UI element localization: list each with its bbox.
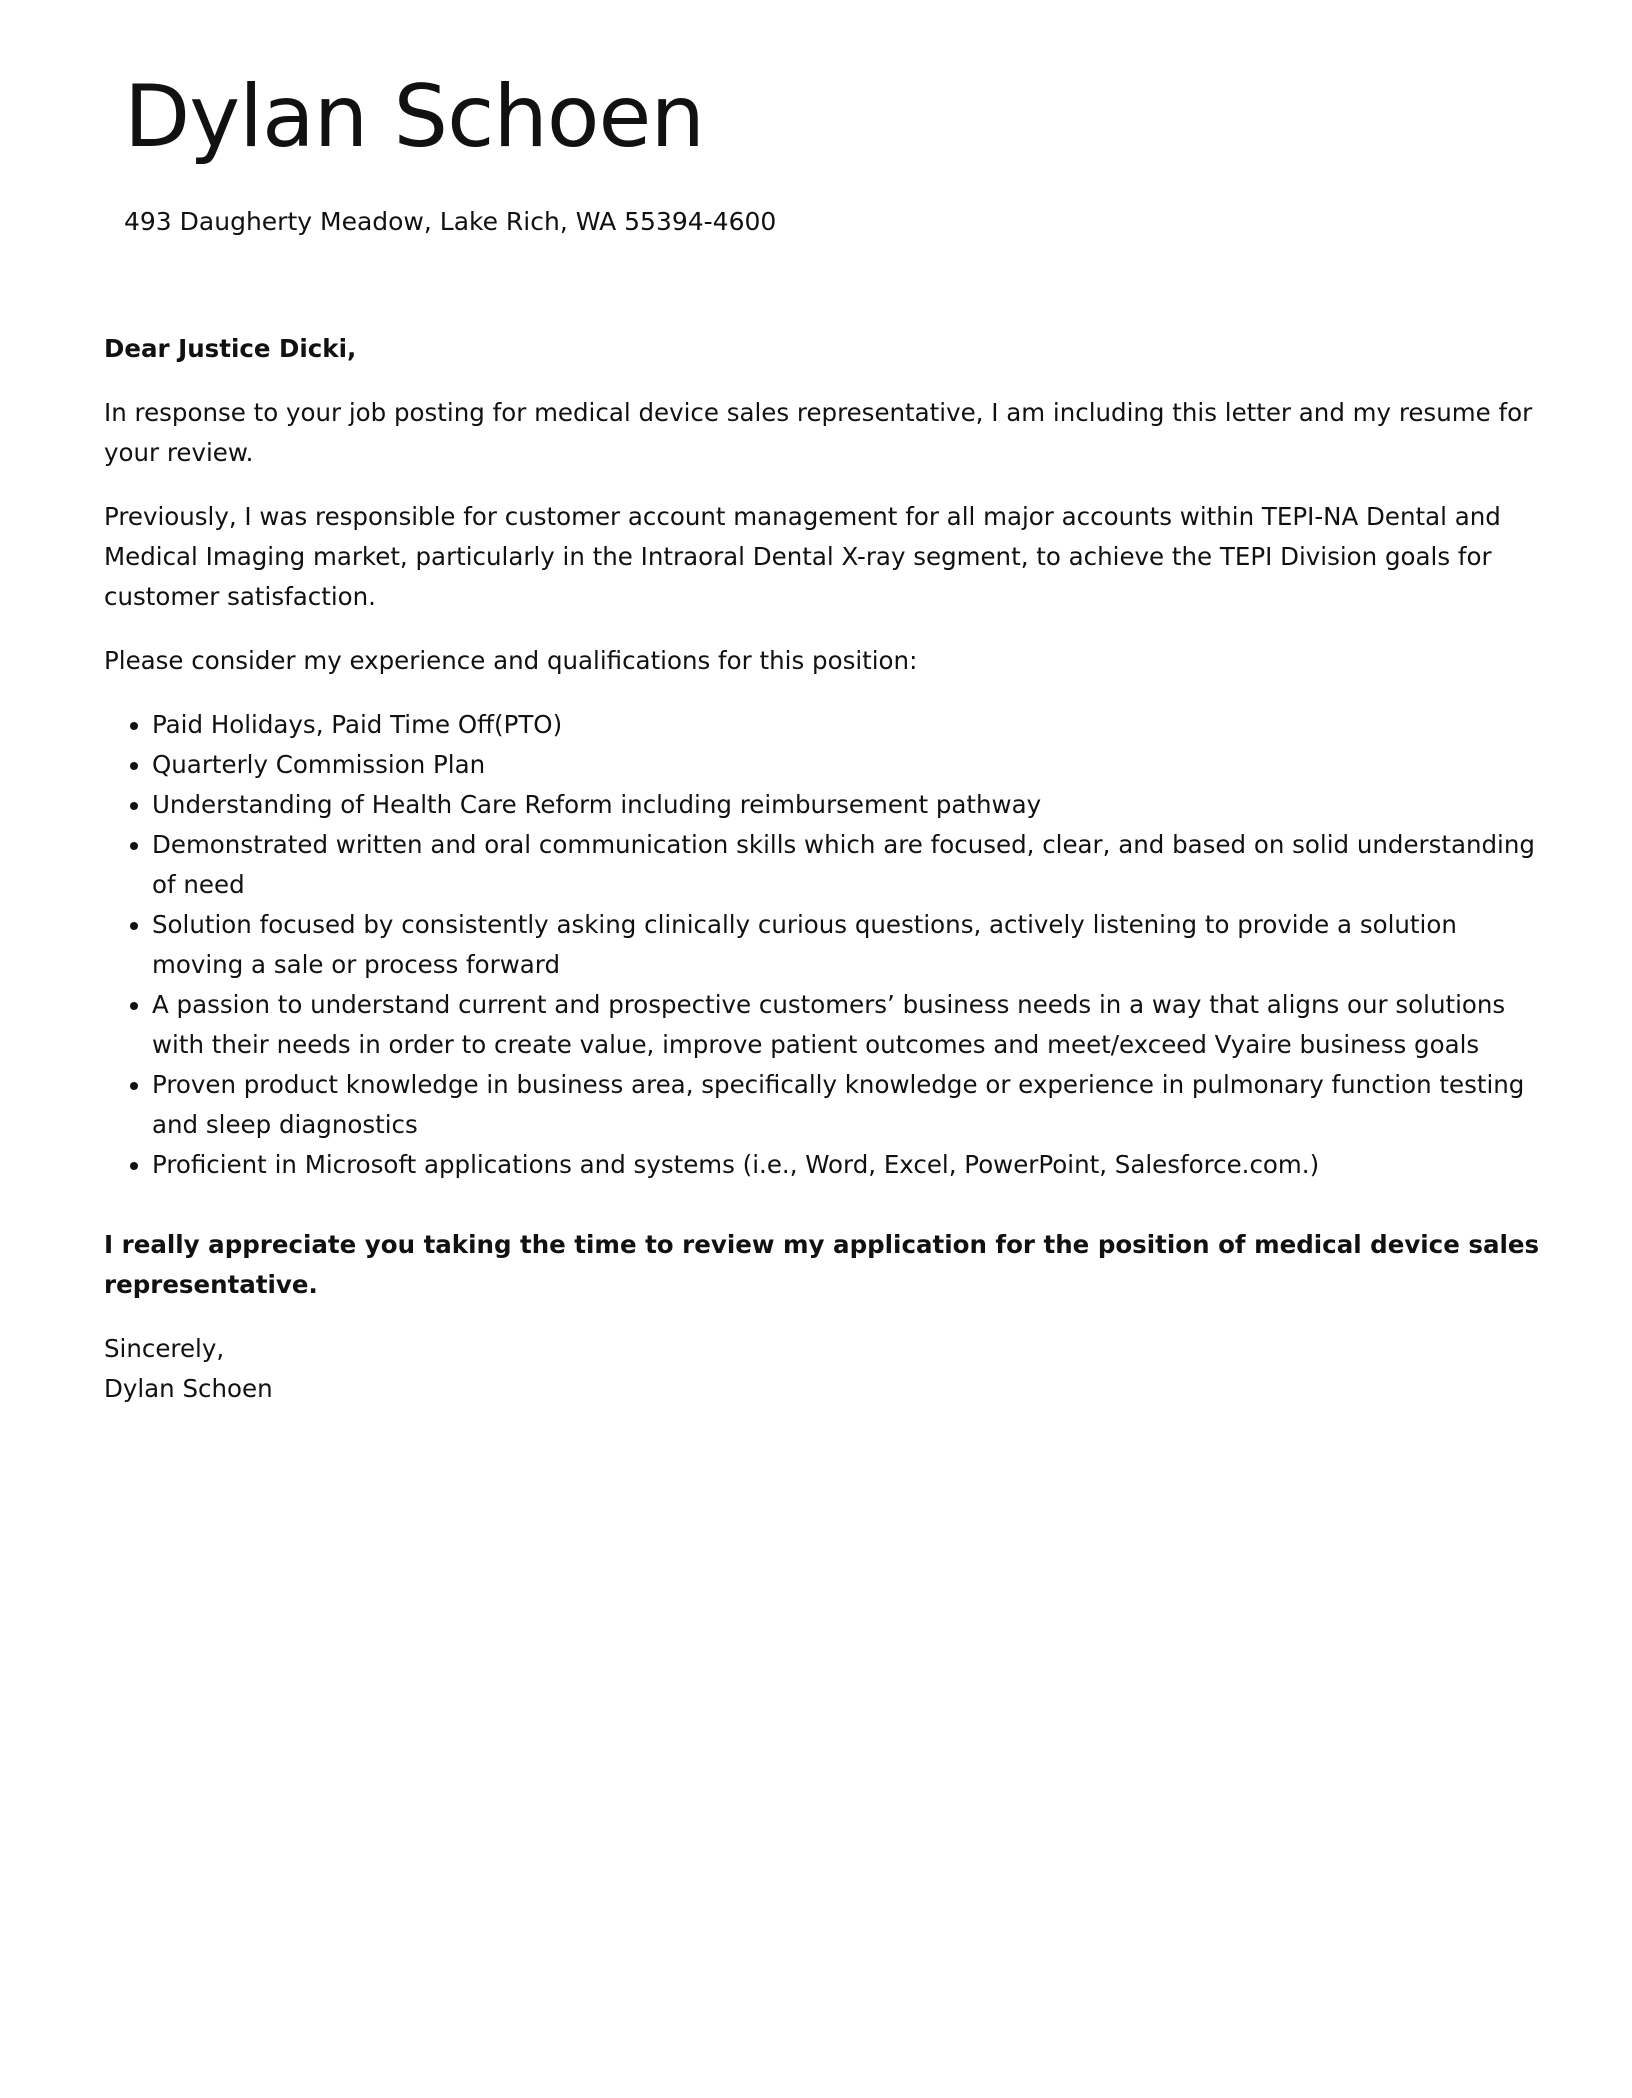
list-item: • Proficient in Microsoft applications and systems (i.e., Word, Excel, PowerPoint, Salesforce.com.): [152, 1145, 1544, 1185]
list-item: • Proven product knowledge in business area, specifically knowledge or experience in pulmonary function testing and sleep diagnostics: [152, 1065, 1544, 1145]
experience-paragraph: Previously, I was responsible for customer account management for all major accounts within TEPI-NA Dental and Medical Imaging market, particularly in the Intraoral Dental X-ray segment, to achieve the TEPI Division goals for customer satisfaction.: [104, 502, 1501, 611]
list-item: • Demonstrated written and oral communication skills which are focused, clear, and based on solid understanding of need: [152, 825, 1544, 905]
list-item: • Understanding of Health Care Reform including reimbursement pathway: [152, 785, 1544, 825]
applicant-name: Dylan Schoen: [124, 67, 704, 167]
list-item: • Paid Holidays, Paid Time Off(PTO): [152, 705, 1544, 745]
letter-body: [104, 329, 1544, 1433]
signature-name: Dylan Schoen: [104, 1374, 273, 1403]
closing-paragraph: I really appreciate you taking the time to review my application for the position of medical device sales representative.: [104, 1230, 1540, 1299]
signoff: Sincerely,: [104, 1334, 225, 1363]
applicant-address: 493 Daugherty Meadow, Lake Rich, WA 55394-4600: [124, 207, 777, 236]
list-item: • Solution focused by consistently asking clinically curious questions, actively listening to provide a solution moving a sale or process forward: [152, 905, 1544, 985]
list-item: • A passion to understand current and prospective customers’ business needs in a way that aligns our solutions with their needs in order to create value, improve patient outcomes and meet/exceed Vyaire business goals: [152, 985, 1544, 1065]
qualifications-list: [104, 705, 1544, 1185]
signoff-block: [104, 1329, 1544, 1409]
salutation: Dear Justice Dicki,: [104, 334, 357, 363]
qualifications-intro: Please consider my experience and qualifications for this position:: [104, 646, 918, 675]
intro-paragraph: In response to your job posting for medical device sales representative, I am including this letter and my resume for your review.: [104, 398, 1533, 467]
list-item: • Quarterly Commission Plan: [152, 745, 1544, 785]
